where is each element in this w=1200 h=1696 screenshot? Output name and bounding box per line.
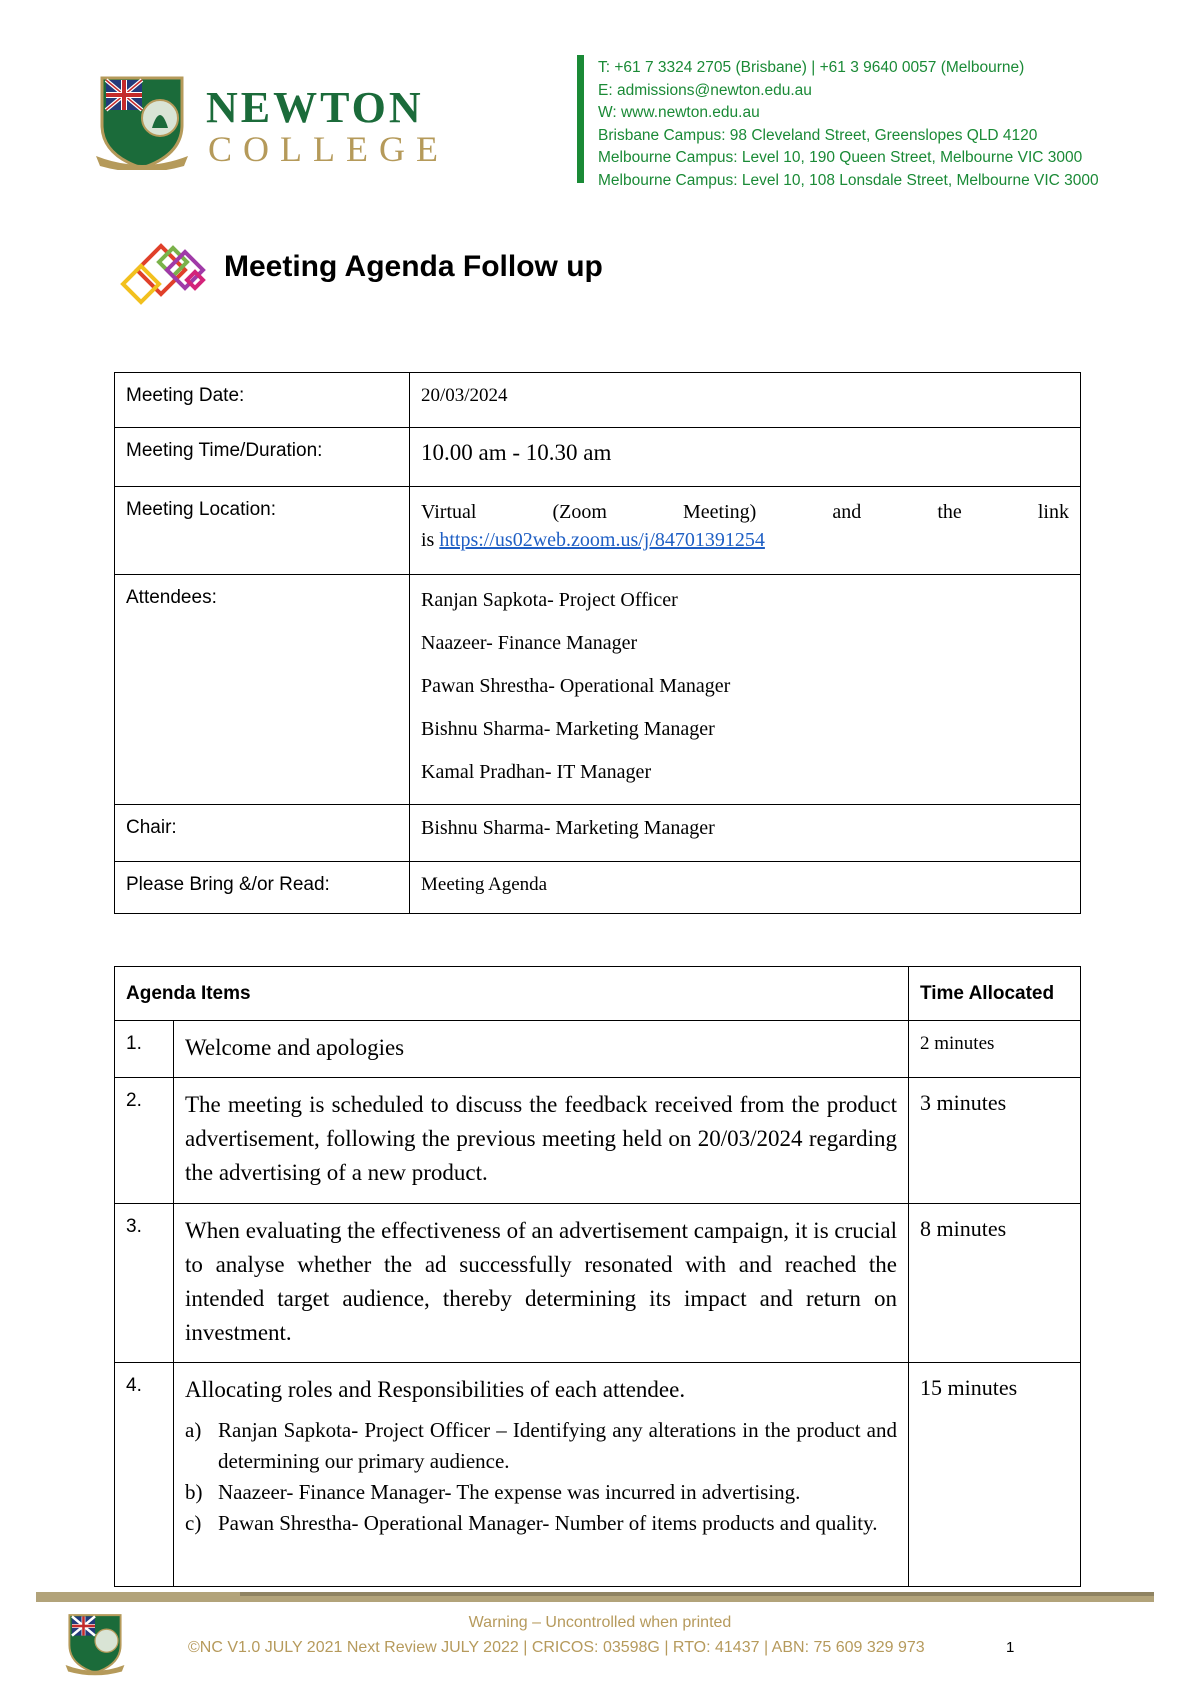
agenda-text: Welcome and apologies	[174, 1021, 909, 1078]
table-row	[115, 805, 1081, 862]
meeting-location-value	[410, 487, 1081, 575]
contact-divider	[577, 55, 584, 183]
contact-melbourne-2: Melbourne Campus: Level 10, 108 Lonsdale Street, Melbourne VIC 3000	[598, 171, 1099, 189]
footer-warning: Warning – Uncontrolled when printed	[468, 1614, 732, 1631]
location-word: (Zoom	[552, 501, 607, 523]
table-row	[115, 1363, 1081, 1587]
subitem	[185, 1508, 897, 1539]
attendee-item: Ranjan Sapkota- Project Officer	[421, 589, 678, 611]
agenda-number: 4.	[115, 1363, 174, 1587]
contact-melbourne-1: Melbourne Campus: Level 10, 190 Queen Street, Melbourne VIC 3000	[598, 149, 1083, 167]
agenda-number: 1.	[115, 1021, 174, 1078]
location-word: Virtual	[421, 501, 477, 523]
chair-value: Bishnu Sharma- Marketing Manager	[410, 805, 1081, 862]
college-crest-icon	[92, 70, 192, 170]
bring-label: Please Bring &/or Read:	[115, 862, 410, 914]
location-word: and	[832, 501, 862, 523]
contact-phone: T: +61 7 3324 2705 (Brisbane) | +61 3 9640 0057 (Melbourne)	[598, 59, 1025, 76]
bring-value: Meeting Agenda	[410, 862, 1081, 914]
contact-email[interactable]: E: admissions@newton.edu.au	[598, 81, 812, 99]
table-row	[115, 1021, 1081, 1078]
location-word: the	[937, 501, 962, 523]
footer-divider-accent	[240, 1592, 1154, 1596]
contact-block	[598, 57, 1099, 193]
meeting-location-label: Meeting Location:	[115, 487, 410, 575]
agenda-number: 2.	[115, 1078, 174, 1204]
subitem-list	[185, 1415, 897, 1539]
table-row	[115, 428, 1081, 487]
location-word: Meeting)	[683, 501, 757, 523]
meeting-time-value: 10.00 am - 10.30 am	[410, 428, 1081, 487]
agenda-time: 3 minutes	[909, 1078, 1081, 1204]
attendee-item: Pawan Shrestha- Operational Manager	[421, 675, 731, 697]
location-is: is	[421, 529, 440, 551]
agenda-text: When evaluating the effectiveness of an advertisement campaign, it is crucial to analyse whether the ad successfully resonated with and reached the intended target audience, thereby determining its impact and return on investment.	[174, 1204, 909, 1363]
table-row	[115, 487, 1081, 575]
table-row	[115, 373, 1081, 428]
meeting-info-table	[114, 372, 1081, 914]
table-header-row	[115, 967, 1081, 1021]
agenda-time: 8 minutes	[909, 1204, 1081, 1363]
attendee-item: Naazeer- Finance Manager	[421, 632, 638, 654]
subitem-marker: b)	[185, 1480, 203, 1504]
agenda-time: 15 minutes	[909, 1363, 1081, 1587]
location-word: link	[1037, 501, 1069, 523]
subitem	[185, 1415, 897, 1477]
subitem-text: Naazeer- Finance Manager- The expense was incurred in advertising.	[218, 1480, 801, 1504]
time-allocated-header: Time Allocated	[909, 967, 1081, 1021]
diamond-logo-icon	[115, 232, 215, 312]
table-row	[115, 1204, 1081, 1363]
meeting-date-label: Meeting Date:	[115, 373, 410, 428]
subitem-marker: c)	[185, 1511, 202, 1535]
college-subname: COLLEGE	[208, 129, 449, 169]
subitem	[185, 1477, 897, 1508]
meeting-time-label: Meeting Time/Duration:	[115, 428, 410, 487]
location-line	[421, 499, 1069, 525]
subitem-text: Ranjan Sapkota- Project Officer – Identifying any alterations in the product and determining our primary audience.	[218, 1418, 897, 1473]
attendee-item: Kamal Pradhan- IT Manager	[421, 761, 652, 783]
agenda-number: 3.	[115, 1204, 174, 1363]
meeting-date-value: 20/03/2024	[410, 373, 1081, 428]
agenda-text: Allocating roles and Responsibilities of each attendee.	[185, 1377, 686, 1402]
attendee-item: Bishnu Sharma- Marketing Manager	[421, 718, 715, 740]
contact-website[interactable]: W: www.newton.edu.au	[598, 104, 760, 122]
agenda-text-with-subitems	[174, 1363, 909, 1587]
agenda-text: The meeting is scheduled to discuss the feedback received from the product advertisement, following the previous meeting held on 20/03/2024 regarding the advertising of a new product.	[174, 1078, 909, 1204]
footer-info: ©NC V1.0 JULY 2021 Next Review JULY 2022 | CRICOS: 03598G | RTO: 41437 | ABN: 75 609 329 973	[188, 1639, 925, 1656]
page-title: Meeting Agenda Follow up	[224, 250, 603, 283]
college-logo	[92, 70, 449, 180]
table-row	[115, 862, 1081, 914]
agenda-table	[114, 966, 1081, 1587]
chair-label: Chair:	[115, 805, 410, 862]
agenda-items-header: Agenda Items	[115, 967, 909, 1021]
contact-brisbane: Brisbane Campus: 98 Cleveland Street, Greenslopes QLD 4120	[598, 126, 1038, 144]
attendees-label: Attendees:	[115, 575, 410, 805]
zoom-link[interactable]: https://us02web.zoom.us/j/84701391254	[439, 529, 765, 551]
table-row	[115, 575, 1081, 805]
attendees-list	[410, 575, 1081, 805]
subitem-marker: a)	[185, 1418, 202, 1442]
subitem-text: Pawan Shrestha- Operational Manager- Number of items products and quality.	[218, 1511, 878, 1535]
agenda-time: 2 minutes	[909, 1021, 1081, 1078]
table-row	[115, 1078, 1081, 1204]
page-number: 1	[1006, 1639, 1015, 1656]
college-name: NEWTON	[206, 83, 424, 132]
